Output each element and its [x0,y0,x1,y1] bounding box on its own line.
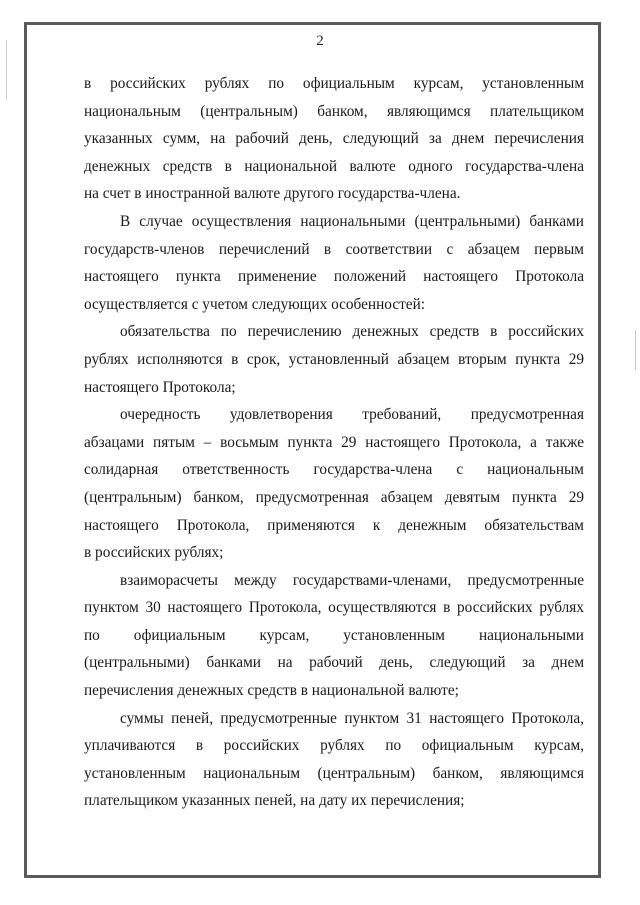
document-body [84,70,584,815]
text-line: настоящего Протокола; [84,378,236,396]
text-line: настоящего пункта применение положений настоящего Протокола [84,268,584,286]
text-line: пунктом 30 настоящего Протокола, осуществляются в российских рублях [84,599,584,617]
text-line: (центральным) банком, предусмотренная абзацем девятым пункта 29 [84,488,584,506]
text-line: в российских рублях по официальным курсам, установленным [84,75,584,92]
text-line: обязательства по перечислению денежных средств в российских [120,323,584,341]
text-line: по официальным курсам, установленным национальными [84,626,584,644]
text-line: очередность удовлетворения требований, предусмотренная [120,406,584,424]
text-line: национальным (центральным) банком, являющимся плательщиком [84,102,584,120]
text-line: уплачиваются в российских рублях по официальным курсам, [84,737,584,755]
text-line: на счет в иностранной валюте другого государства-члена. [84,185,461,203]
text-line: взаиморасчеты между государствами-членами, предусмотренные [120,571,584,589]
text-line: установленным национальным (центральным) банком, являющимся [84,764,584,782]
text-line: плательщиком указанных пеней, на дату их перечисления; [84,792,465,810]
text-line: рублях исполняются в срок, установленный абзацем вторым пункта 29 [84,350,584,368]
text-line: денежных средств в национальной валюте одного государства-члена [84,157,584,175]
text-line: суммы пеней, предусмотренные пунктом 31 настоящего Протокола, [120,709,584,727]
text-line: осуществляется с учетом следующих особенностей: [84,295,426,313]
text-line: указанных сумм, на рабочий день, следующий за днем перечисления [84,130,584,148]
text-line: В случае осуществления национальными (центральными) банками [120,212,584,230]
text-line: государств-членов перечислений в соответствии с абзацем первым [84,240,584,258]
text-line: настоящего Протокола, применяются к денежным обязательствам [84,516,584,534]
text-line: абзацами пятым – восьмым пункта 29 настоящего Протокола, а также [84,433,584,451]
text-line: в российских рублях; [84,544,224,562]
scan-edge-mark [635,330,636,370]
text-line: (центральными) банками на рабочий день, следующий за днем [84,654,584,672]
text-line: солидарная ответственность государства-члена с национальным [84,461,584,479]
text-line: перечисления денежных средств в национальной валюте; [84,682,459,700]
page-number: 2 [316,33,324,49]
